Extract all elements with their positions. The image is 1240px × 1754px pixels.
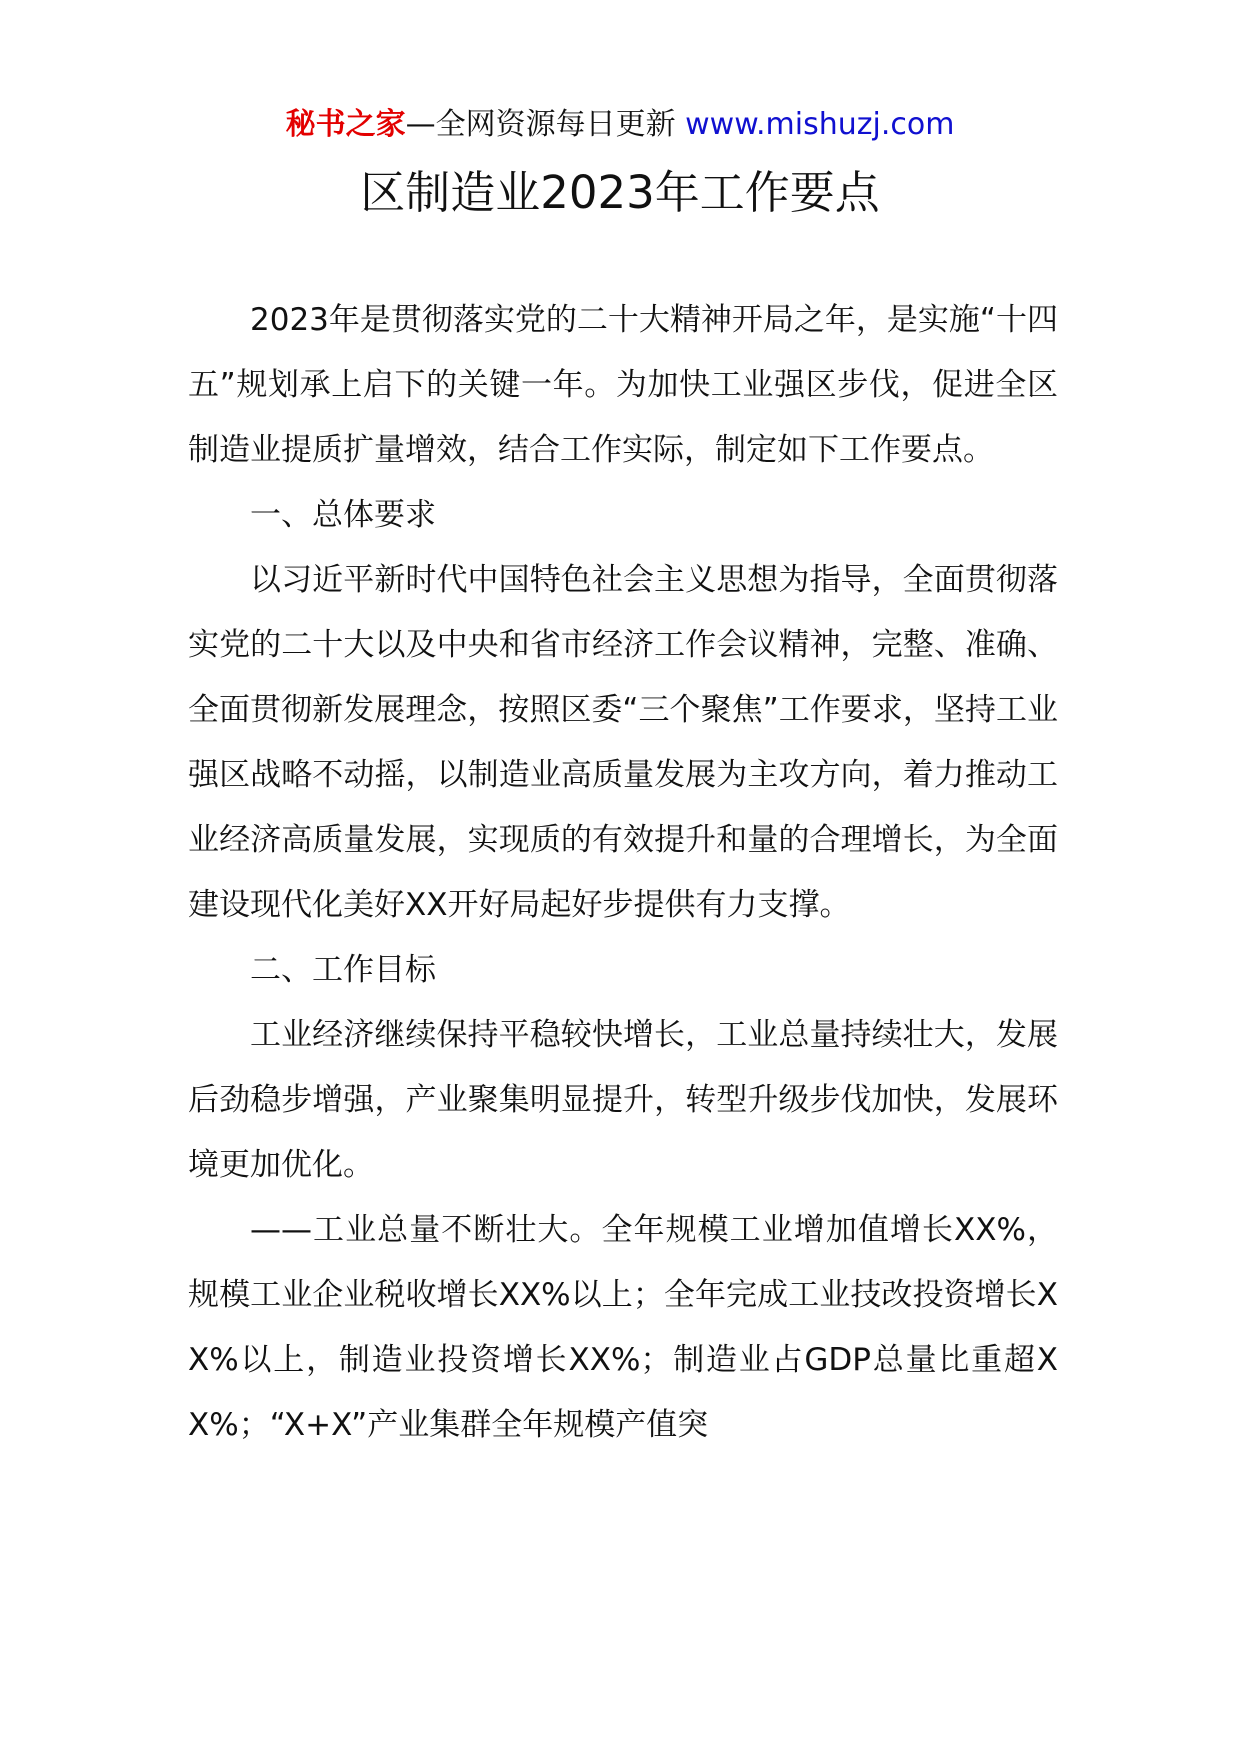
site-url-link[interactable]: www.mishuzj.com: [685, 107, 955, 142]
general-requirements-paragraph: 以习近平新时代中国特色社会主义思想为指导，全面贯彻落实党的二十大以及中央和省市经济工作会议精神，完整、准确、全面贯彻新发展理念，按照区委“三个聚焦”工作要求，坚持工业强区战略不动摇，以制造业高质量发展为主攻方向，着力推动工业经济高质量发展，实现质的有效提升和量的合理增长，为全面建设现代化美好XX开好局起好步提供有力支撑。: [188, 562, 1058, 923]
document-body: [188, 288, 1058, 1458]
work-goals-paragraph: 工业经济继续保持平稳较快增长，工业总量持续壮大，发展后劲稳步增强，产业聚集明显提升，转型升级步伐加快，发展环境更加优化。: [188, 1017, 1058, 1183]
section-heading-general-requirements: 一、总体要求: [250, 497, 436, 533]
site-header: [0, 100, 1240, 150]
site-tagline: —全网资源每日更新: [405, 107, 686, 142]
section-heading-work-goals: 二、工作目标: [250, 952, 436, 988]
intro-paragraph: 2023年是贯彻落实党的二十大精神开局之年，是实施“十四五”规划承上启下的关键一年。为加快工业强区步伐，促进全区制造业提质扩量增效，结合工作实际，制定如下工作要点。: [188, 302, 1058, 468]
site-brand: 秘书之家: [285, 107, 406, 142]
document-title: 区制造业2023年工作要点: [360, 166, 880, 219]
industrial-volume-paragraph: ——工业总量不断壮大。全年规模工业增加值增长XX%，规模工业企业税收增长XX%以上；全年完成工业技改投资增长XX%以上，制造业投资增长XX%；制造业占GDP总量比重超XX%；“X+X”产业集群全年规模产值突: [188, 1212, 1058, 1443]
